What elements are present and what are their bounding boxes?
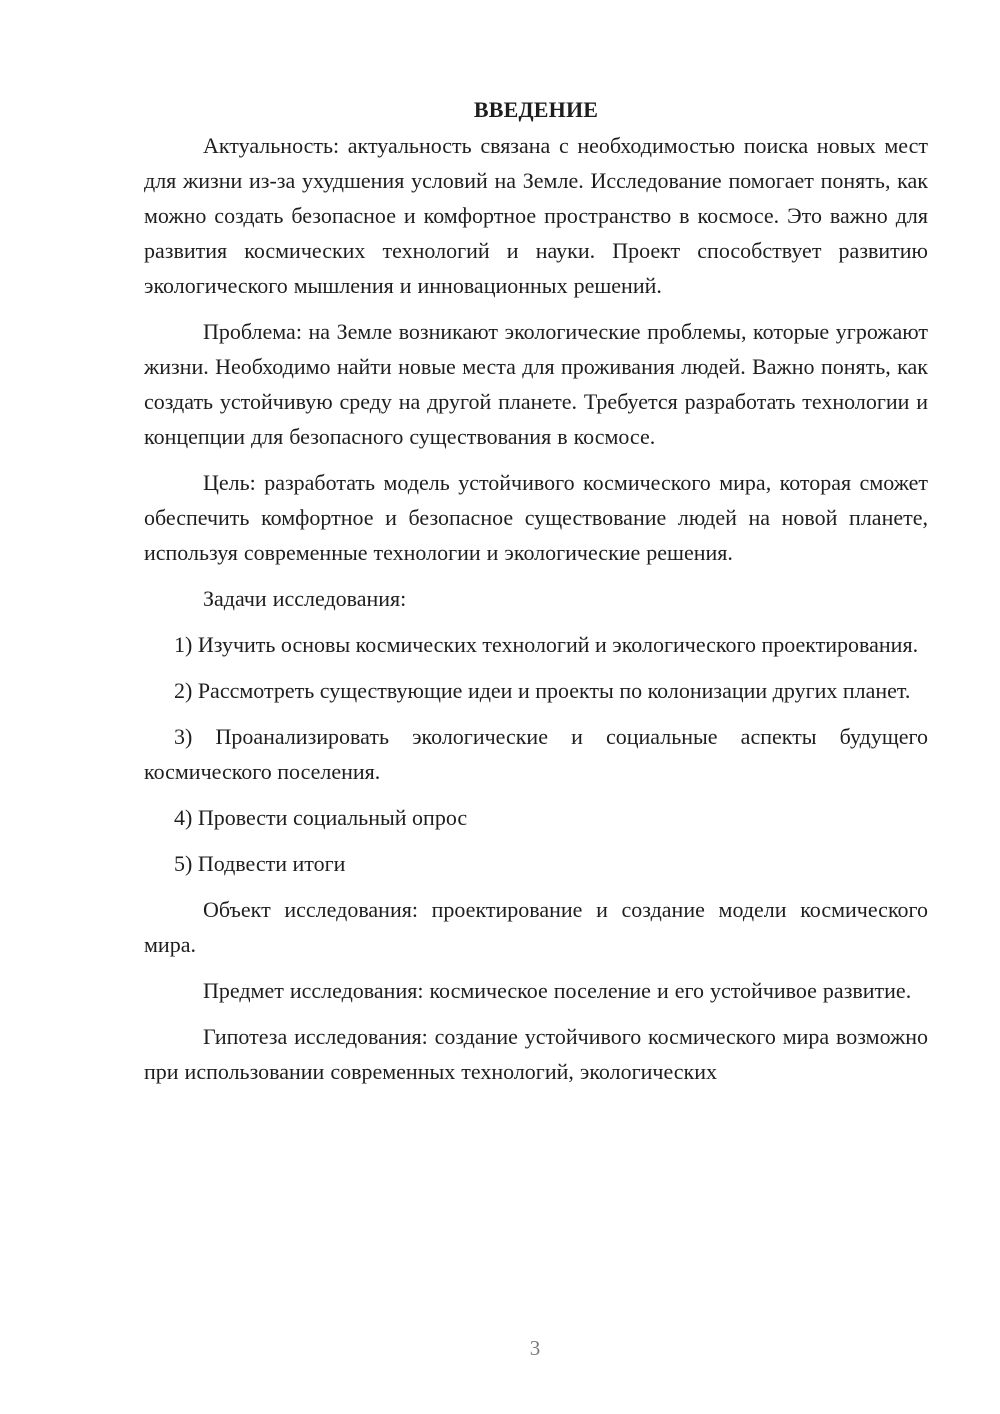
task-item-2: 2) Рассмотреть существующие идеи и проекты по колонизации других планет. [174,678,911,703]
page-number: 3 [529,1336,541,1360]
task-item-5: 5) Подвести итоги [174,851,346,876]
task-item-3: 3) Проанализировать экологические и социальные аспекты будущего космического поселения. [144,724,928,784]
paragraph-goal: Цель: разработать модель устойчивого космического мира, которая сможет обеспечить комфортное и безопасное существование людей на новой планете, используя современные технологии и экологические решения. [144,470,928,565]
document-page [144,92,928,1100]
task-item-1: 1) Изучить основы космических технологий и экологического проектирования. [174,632,919,657]
page-title: ВВЕДЕНИЕ [473,97,599,122]
paragraph-tasks-intro: Задачи исследования: [203,586,407,611]
paragraph-subject: Предмет исследования: космическое поселение и его устойчивое развитие. [203,978,912,1003]
paragraph-object: Объект исследования: проектирование и создание модели космического мира. [144,897,928,957]
task-item-4: 4) Провести социальный опрос [174,805,468,830]
paragraph-relevance: Актуальность: актуальность связана с необходимостью поиска новых мест для жизни из-за ухудшения условий на Земле. Исследование помогает понять, как можно создать безопасное и комфортное пространство в космосе. Это важно для развития космических технологий и науки. Проект способствует развитию экологического мышления и инновационных решений. [144,133,928,298]
paragraph-problem: Проблема: на Земле возникают экологические проблемы, которые угрожают жизни. Необходимо найти новые места для проживания людей. Важно понять, как создать устойчивую среду на другой планете. Требуется разработать технологии и концепции для безопасного существования в космосе. [144,319,928,449]
paragraph-hypothesis: Гипотеза исследования: создание устойчивого космического мира возможно при использовании современных технологий, экологических [144,1024,928,1084]
